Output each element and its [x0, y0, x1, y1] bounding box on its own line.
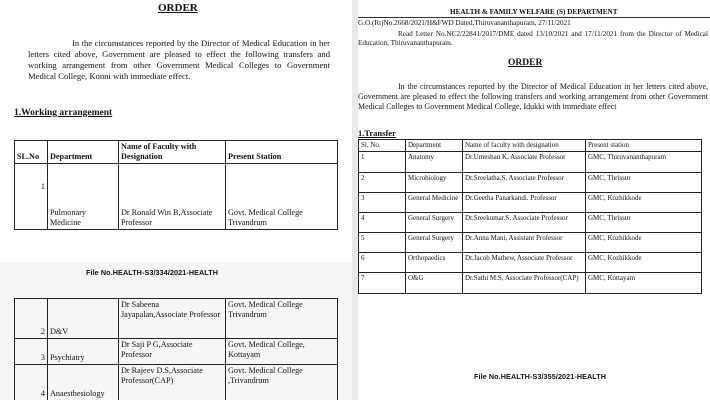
cell-faculty-name: Dr.Sreekumar.S, Associate Professor: [463, 212, 586, 232]
table-row: [359, 212, 702, 232]
cell-present-station: Govt. Medical College Trivandrum: [226, 299, 338, 339]
cell-sl: 7: [359, 272, 406, 293]
table-row: [15, 339, 338, 365]
cell-faculty-name: Dr Ronald Win B,Associate Professor: [119, 164, 226, 230]
cell-sl: 2: [15, 299, 48, 339]
cell-sl: 3: [359, 192, 406, 212]
cell-present-station: GMC, Kozhikkode: [586, 232, 702, 252]
cell-department: General Surgery: [406, 232, 463, 252]
cell-faculty-name: Dr Saji P G,Associate Professor: [119, 339, 226, 365]
right-section-transfer: 1.Transfer: [358, 128, 396, 138]
right-file-number: File No.HEALTH-S3/355/2021-HEALTH: [474, 372, 607, 381]
left-order-title: ORDER: [158, 2, 198, 14]
cell-department: Psychiatry: [48, 339, 119, 365]
left-continuation-table: [14, 298, 338, 400]
right-transfer-table: [358, 139, 702, 294]
cell-department: General Medicine: [406, 192, 463, 212]
cell-present-station: GMC, Thrissur: [586, 172, 702, 192]
cell-department: O&G: [406, 272, 463, 293]
right-read-line: Read Letter No.NC2/22841/2017/DME dated 13/10/2021 and 17/11/2021 from the Director of Medical Education, Thiruvananthapuram.: [358, 30, 708, 47]
right-go-line: G.O.(Rt)No.2668/2021/H&FWD Dated,Thiruvananthapuram, 27/11/2021: [358, 19, 571, 27]
cell-sl: 1: [359, 151, 406, 172]
header-department: Department: [406, 140, 463, 152]
right-order-paragraph: In the circumstances reported by the Director of Medical Education in her letters cited above, Government are pleased to effect the following transfers and working arrangement from other Government Medical Colleges to Government Medical College, Idukki with immediate effect: [358, 82, 708, 111]
cell-sl: 6: [359, 252, 406, 272]
cell-sl: 5: [359, 232, 406, 252]
cell-present-station: GMC, Thiruvananthapuram: [586, 151, 702, 172]
header-department: Department: [48, 141, 119, 164]
cell-department: General Surgery: [406, 212, 463, 232]
cell-sl: 3: [15, 339, 48, 365]
table-header-row: [15, 141, 338, 164]
cell-present-station: Govt. Medical College ,Trivandrum: [226, 365, 338, 400]
left-file-number: File No.HEALTH-S3/334/2021-HEALTH: [86, 268, 219, 277]
header-faculty-name: Name of Faculty with Designation: [119, 141, 226, 164]
cell-department: Anaesthesiology: [48, 365, 119, 400]
cell-sl: 4: [359, 212, 406, 232]
cell-faculty-name: Dr.Sreelatha.S, Associate Professor: [463, 172, 586, 192]
header-sl-no: SL.No: [15, 141, 48, 164]
cell-faculty-name: Dr.Geetha Panarkandi. Professor: [463, 192, 586, 212]
cell-present-station: GMC, Kozhikkode: [586, 252, 702, 272]
cell-faculty-name: Dr.Jacob Mathew, Associate Professor: [463, 252, 586, 272]
cell-present-station: GMC, Kozhikkode: [586, 192, 702, 212]
table-row: [359, 252, 702, 272]
cell-present-station: GMC, Kottayam: [586, 272, 702, 293]
table-header-row: [359, 140, 702, 152]
cell-sl: 4: [15, 365, 48, 400]
cell-present-station: Govt. Medical College, Kottayam: [226, 339, 338, 365]
cell-present-station: GMC, Thrissur: [586, 212, 702, 232]
table-row: [15, 299, 338, 339]
left-section-working-arrangement: 1.Working arrangement: [14, 108, 113, 118]
cell-department: Pulmonary Medicine: [48, 164, 119, 230]
cell-sl: 2: [359, 172, 406, 192]
table-row: [15, 164, 338, 230]
cell-faculty-name: Dr Rajeev D.S,Associate Professor(CAP): [119, 365, 226, 400]
cell-department: D&V: [48, 299, 119, 339]
left-order-paragraph: In the circumstances reported by the Director of Medical Education in her letters cited above, Government are pleased to effect the following transfers and working arrangement from other Government Medical Colleges to Government Medical College, Konni with immediate effect.: [28, 38, 330, 81]
cell-faculty-name: Dr.Sathi M.S, Associate Professor(CAP): [463, 272, 586, 293]
table-row: [359, 192, 702, 212]
header-rule: [358, 17, 710, 18]
cell-present-station: Govt. Medical College Trivandrum: [226, 164, 338, 230]
table-row: [359, 151, 702, 172]
table-row: [359, 232, 702, 252]
cell-faculty-name: Dr.Umeshan K, Associate Professor: [463, 151, 586, 172]
table-row: [15, 365, 338, 400]
right-order-title: ORDER: [508, 58, 543, 68]
cell-department: Microbiology: [406, 172, 463, 192]
header-faculty-name: Name of faculty with designation: [463, 140, 586, 152]
right-document-page: [358, 0, 710, 400]
right-department-header: HEALTH & FAMILY WELFARE (S) DEPARTMENT: [450, 8, 618, 16]
header-sl-no: Sl. No.: [359, 140, 406, 152]
left-top-document-page: [0, 0, 352, 262]
cell-sl: 1: [15, 164, 48, 230]
cell-faculty-name: Dr.Anna Mani, Assistant Professor: [463, 232, 586, 252]
header-present-station: Present Station: [226, 141, 338, 164]
header-present-station: Present station: [586, 140, 702, 152]
table-row: [359, 272, 702, 293]
left-bottom-document-page: [0, 262, 352, 400]
cell-department: Anatomy: [406, 151, 463, 172]
cell-faculty-name: Dr Sabeena Jayapalan,Associate Professor: [119, 299, 226, 339]
left-working-arrangement-table: [14, 140, 338, 230]
cell-department: Orthopaedics: [406, 252, 463, 272]
table-row: [359, 172, 702, 192]
